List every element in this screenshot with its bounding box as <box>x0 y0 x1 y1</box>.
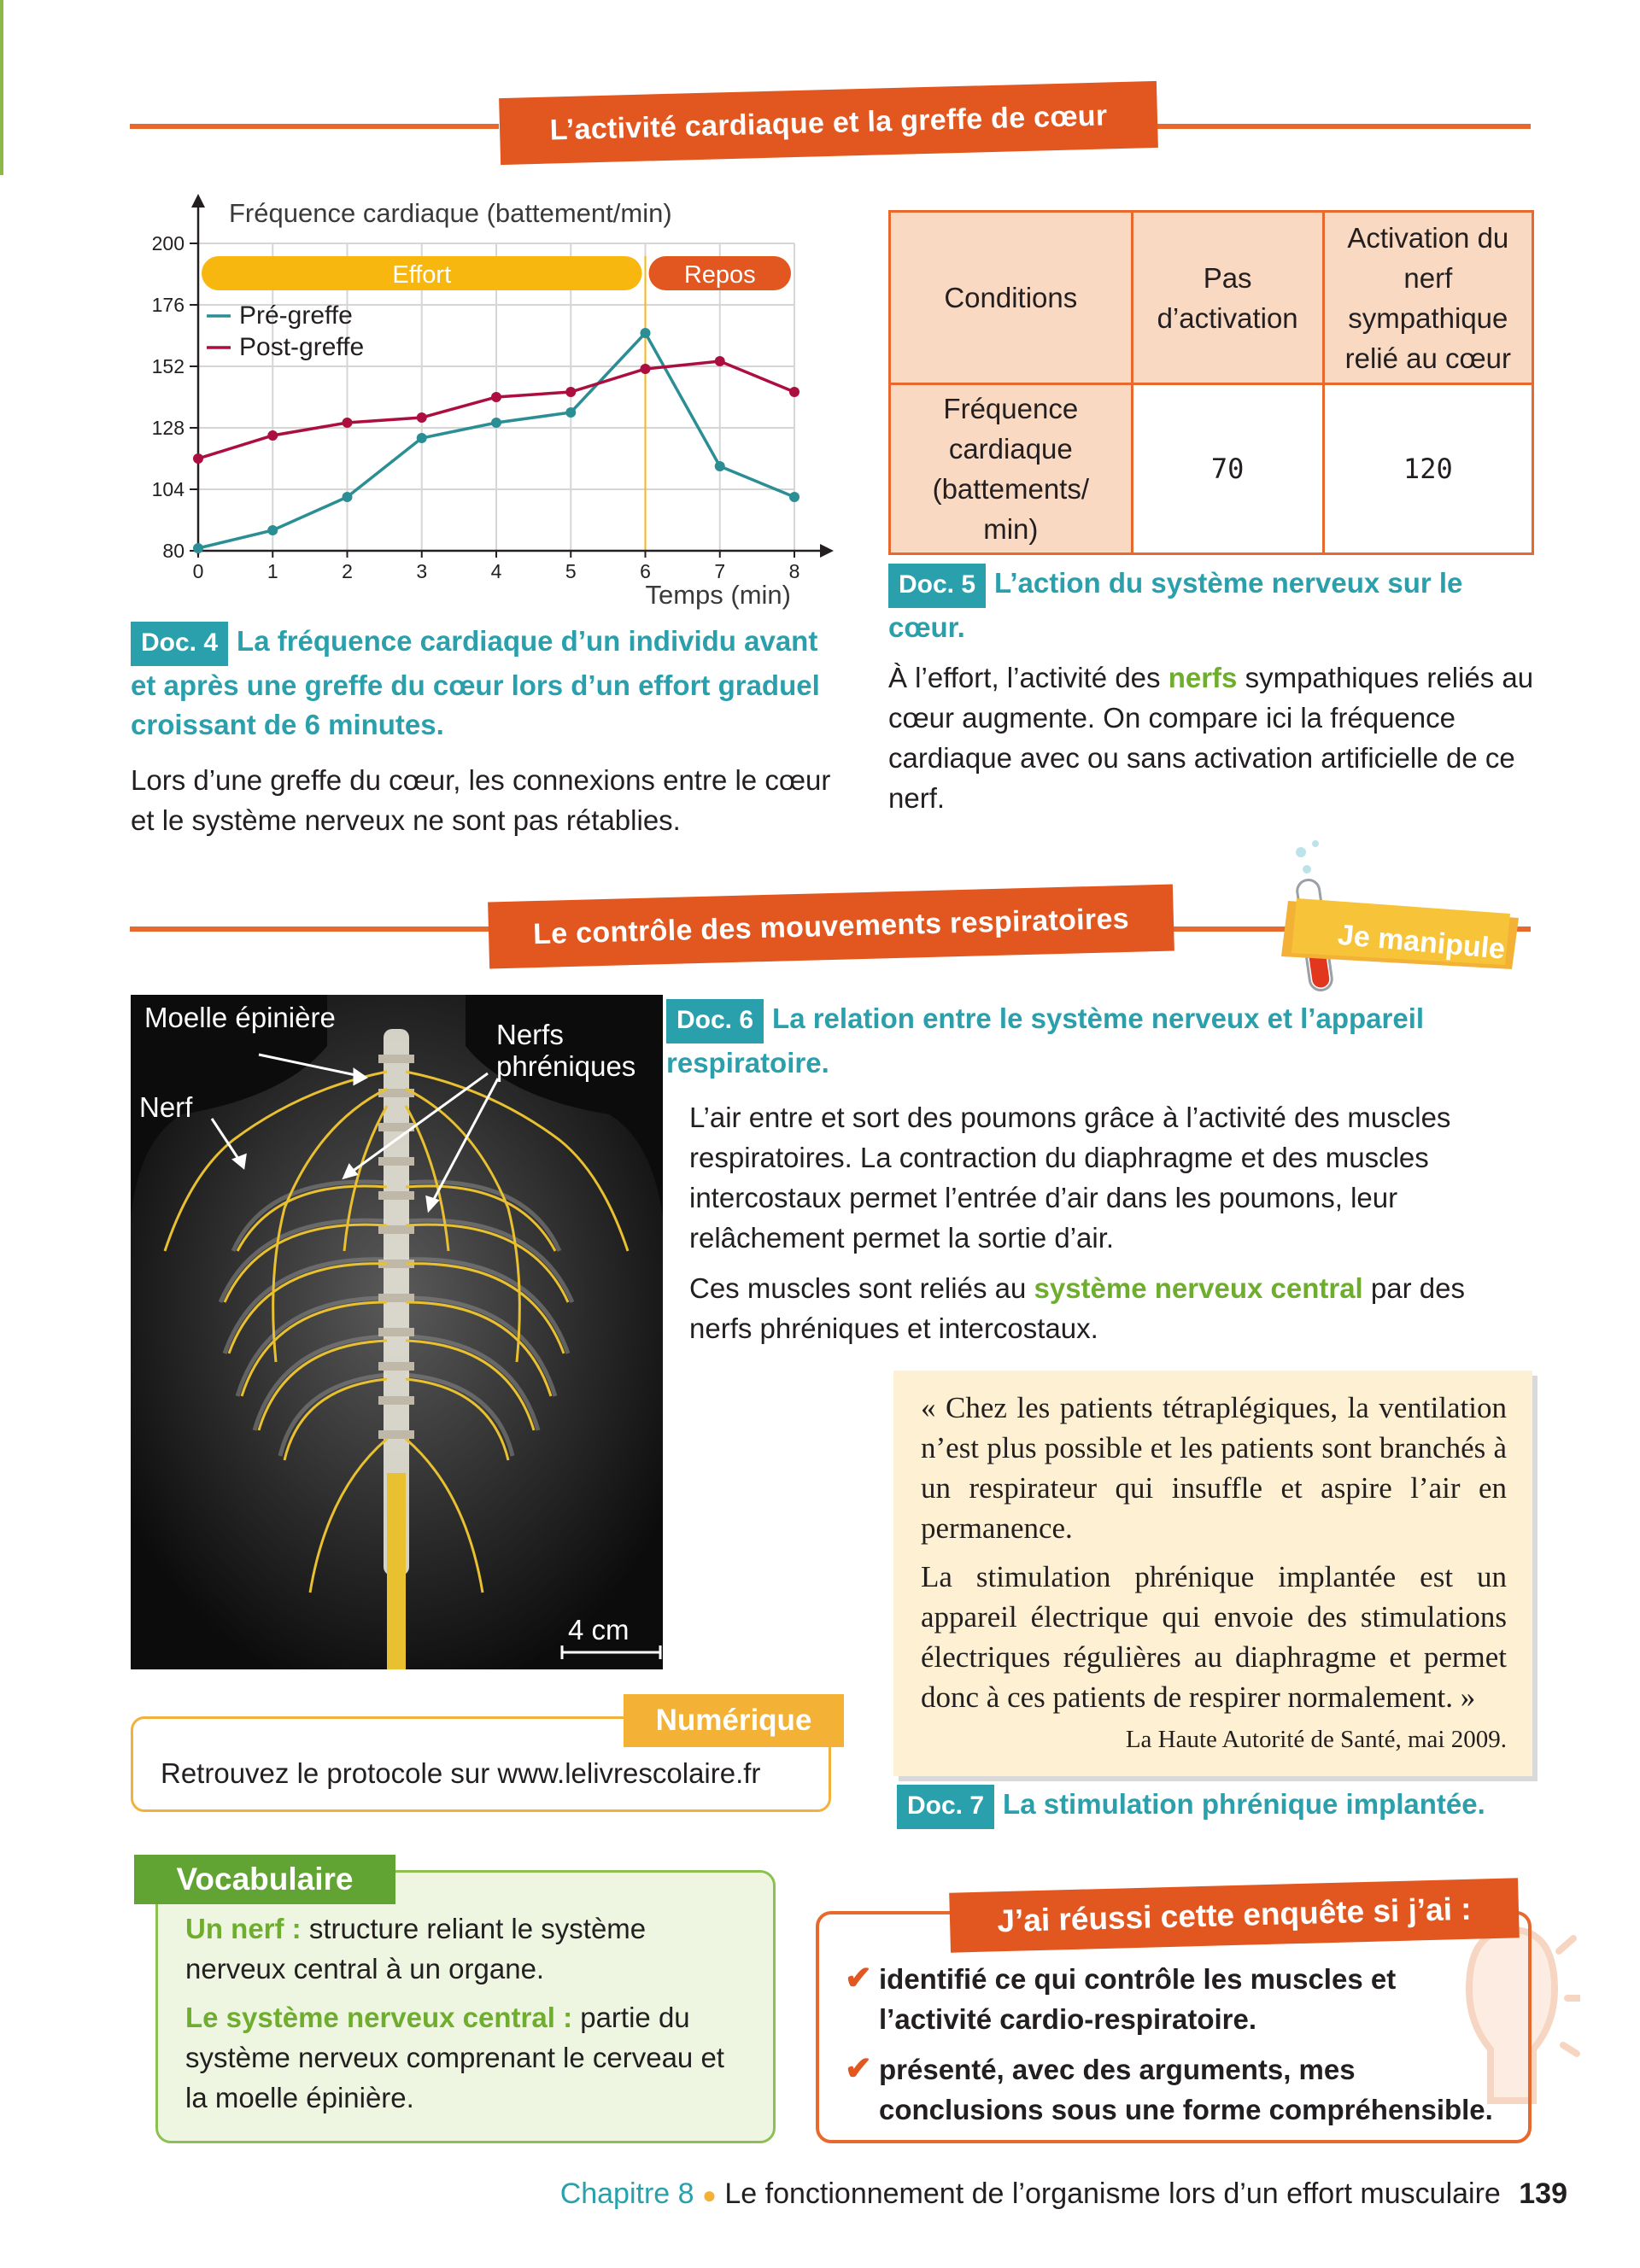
vocab-definition: structure reliant le système nerveux central à un organe. <box>185 1913 647 1984</box>
doc7-tag: Doc. 7 <box>897 1785 994 1829</box>
table-header-no-activation: Pas d’activation <box>1132 212 1323 384</box>
vocab-entry-nerf <box>185 1909 747 1989</box>
table-row-label: Fréquence cardiaque (battements/ min) <box>890 384 1133 554</box>
vocab-definition: partie du système nerveux comprenant le cerveau et la moelle épinière. <box>185 2002 724 2113</box>
nerve-illustration <box>131 995 663 1669</box>
quote-source: La Haute Autorité de Santé, mai 2009. <box>1125 1726 1507 1753</box>
x-tick-label: 0 <box>192 560 204 582</box>
data-point <box>267 430 278 441</box>
x-axis-arrow <box>820 544 834 558</box>
data-point <box>565 387 576 397</box>
doc6-paragraph-1: L’air entre et sort des poumons grâce à l’activité des muscles respiratoires. La contraction du diaphragme et des muscles intercostaux permet l’entrée d’air dans les poumons, leur relâchement permet la sortie d’air. <box>689 1102 1451 1254</box>
phase-label: Repos <box>683 261 756 289</box>
footer-chapter: Chapitre 8 <box>559 2177 694 2210</box>
legend-label: Pré-greffe <box>239 301 353 330</box>
y-axis-title: Fréquence cardiaque (battement/min) <box>229 198 672 228</box>
x-tick-label: 5 <box>565 560 577 582</box>
data-point <box>417 433 427 443</box>
x-tick-label: 6 <box>640 560 651 582</box>
data-point <box>491 392 501 402</box>
x-tick-label: 1 <box>266 560 278 582</box>
table-header-conditions: Conditions <box>890 212 1133 384</box>
section-rule-left <box>130 926 499 932</box>
quote-paragraph-1: « Chez les patients tétraplégiques, la ventilation n’est plus possible et les patients sont branchés à un respirateur qui insuffle et aspire l’air en permanence. <box>921 1391 1507 1545</box>
label-moelle-epiniere: Moelle épinière <box>144 1002 336 1033</box>
doc4-tag: Doc. 4 <box>131 622 228 666</box>
doc5-tag: Doc. 5 <box>888 564 986 608</box>
doc6-title: La relation entre le système nerveux et l’appareil respiratoire. <box>666 1002 1425 1078</box>
section-rule-left <box>130 124 499 129</box>
data-point <box>789 492 800 502</box>
vocab-entry-snc <box>185 1997 747 2118</box>
margin-strip <box>0 0 3 175</box>
data-point <box>715 356 725 366</box>
data-point <box>641 364 651 374</box>
doc7-title: La stimulation phrénique implantée. <box>1003 1788 1485 1820</box>
data-point <box>565 407 576 418</box>
phase-label: Effort <box>392 261 452 289</box>
je-manipule-badge <box>1262 837 1536 1008</box>
footer-dot: ● <box>702 2182 717 2208</box>
footer-title: Le fonctionnement de l’organisme lors d’un effort musculaire <box>724 2177 1501 2210</box>
data-point <box>343 418 353 428</box>
section-title-respiratory: Le contrôle des mouvements respiratoires <box>488 885 1174 969</box>
y-tick-label: 80 <box>162 540 184 562</box>
page-number: 139 <box>1519 2177 1567 2210</box>
x-tick-label: 7 <box>714 560 726 582</box>
data-point <box>193 453 203 464</box>
doc4-title: La fréquence cardiaque d’un individu avant et après une greffe du cœur lors d’un effort graduel croissant de 6 minutes. <box>131 625 820 740</box>
doc6-tag: Doc. 6 <box>666 999 764 1043</box>
doc7-caption <box>897 1785 1546 1829</box>
doc4-text: Lors d’une greffe du cœur, les connexions entre le cœur et le système nerveux ne sont pas rétablies. <box>131 764 831 836</box>
numerique-link-text[interactable]: Retrouvez le protocole sur www.lelivrescolaire.fr <box>161 1757 761 1789</box>
checkmark-icon: ✔ <box>845 1961 872 1996</box>
vocab-term: Un nerf : <box>185 1913 302 1944</box>
doc6-paragraph-2: Ces muscles sont reliés au système nerveux central par des nerfs phréniques et intercostaux. <box>689 1272 1465 1344</box>
data-point <box>193 543 203 553</box>
reussite-item: ✔ présenté, avec des arguments, mes conclusions sous une forme compréhensible. <box>845 2049 1502 2130</box>
keyword-snc: système nerveux central <box>1034 1272 1363 1304</box>
legend-label: Post-greffe <box>239 333 365 361</box>
vocabulaire-box <box>155 1870 776 2143</box>
x-tick-label: 8 <box>788 560 800 582</box>
table-cell-value: 120 <box>1323 384 1532 554</box>
data-point <box>343 492 353 502</box>
reussite-item: ✔ identifié ce qui contrôle les muscles et l’activité cardio-respiratoire. <box>845 1959 1502 2039</box>
doc7-quote-box <box>893 1371 1532 1776</box>
table-cell-value: 70 <box>1132 384 1323 554</box>
page-footer <box>560 2177 1567 2211</box>
doc5-title: L’action du système nerveux sur le cœur. <box>888 567 1463 643</box>
section-title-cardiac: L’activité cardiaque et la greffe de cœur <box>499 81 1158 165</box>
vocabulaire-tag: Vocabulaire <box>134 1855 395 1904</box>
y-tick-label: 152 <box>151 355 184 377</box>
doc6-caption <box>666 999 1538 1083</box>
table-header-activation: Activation du nerf sympathique relié au cœur <box>1323 212 1532 384</box>
y-tick-label: 200 <box>151 232 184 254</box>
nervous-system-photo <box>131 995 663 1669</box>
quote-paragraph-2: La stimulation phrénique implantée est un appareil électrique qui envoie des stimulations électriques régulières au diaphragme et permet donc à ces patients de respirer normalement. » <box>921 1560 1507 1714</box>
label-nerf: Nerf <box>139 1091 193 1123</box>
y-tick-label: 128 <box>151 417 184 439</box>
section-rule-right <box>1151 124 1531 129</box>
x-tick-label: 4 <box>490 560 502 582</box>
data-point <box>641 328 651 338</box>
activation-table <box>888 210 1534 555</box>
scale-label: 4 cm <box>568 1614 630 1645</box>
x-tick-label: 2 <box>342 560 353 582</box>
vocab-term: Le système nerveux central : <box>185 2002 573 2033</box>
doc5-caption <box>888 564 1546 647</box>
keyword-nerfs: nerfs <box>1168 662 1238 693</box>
heart-rate-chart <box>128 188 854 615</box>
data-point <box>491 418 501 428</box>
y-tick-label: 104 <box>151 478 184 500</box>
label-nerfs-phreniques: Nerfs phréniques <box>496 1019 636 1082</box>
y-tick-label: 176 <box>151 294 184 316</box>
data-point <box>417 412 427 423</box>
x-axis-title: Temps (min) <box>645 580 791 610</box>
data-point <box>267 525 278 535</box>
doc4-caption <box>131 622 840 745</box>
checkmark-icon: ✔ <box>845 2051 872 2087</box>
x-tick-label: 3 <box>416 560 428 582</box>
badge-label: Je manipule <box>1336 918 1507 966</box>
doc5-text: À l’effort, l’activité des nerfs sympathiques reliés au cœur augmente. On compare ici la fréquence cardiaque avec ou sans activation artificielle de ce nerf. <box>888 662 1534 814</box>
data-point <box>715 461 725 471</box>
reussite-tag: J’ai réussi cette enquête si j’ai : <box>949 1878 1520 1952</box>
numerique-tag: Numérique <box>624 1694 844 1747</box>
data-point <box>789 387 800 397</box>
y-axis-arrow <box>191 194 205 208</box>
